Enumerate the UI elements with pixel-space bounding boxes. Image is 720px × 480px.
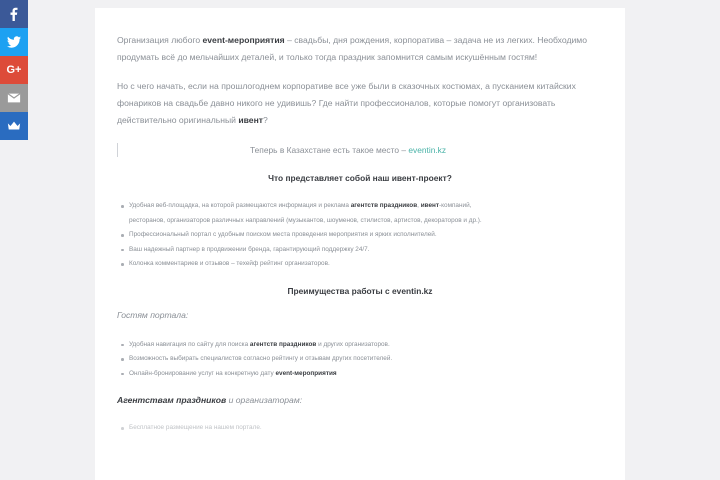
guest-benefits-list [117, 338, 603, 382]
social-share-bar [0, 0, 28, 140]
bold-term: ивент [420, 202, 440, 209]
google-plus-icon: G+ [6, 64, 22, 76]
facebook-icon [7, 7, 21, 21]
quote-text [250, 143, 446, 157]
list-item [129, 199, 603, 228]
bold-term: агентств праздников [350, 202, 418, 209]
eventin-link[interactable]: eventin.kz [408, 145, 447, 155]
list-item: Бесплатное размещение на нашем портале. [129, 421, 603, 436]
section-heading-what: Что представляет собой наш ивент-проект? [268, 173, 452, 183]
section-heading-advantages: Преимущества работы с eventin.kz [287, 285, 433, 296]
list-item [129, 338, 603, 353]
text: – свадьбы, дня рождения, корпоратива – задача не из легких. Необходимо продумать всё до мельчайших деталей, и только тогда праздник запомнится самым искушённым гостям! [117, 35, 587, 62]
guests-label: Гостям портала: [117, 309, 189, 320]
bold-term: event-мероприятия [275, 369, 337, 377]
facebook-share-button[interactable] [0, 0, 28, 28]
text: -компаний, [439, 202, 472, 209]
bold-term: агентств праздников [249, 340, 317, 348]
text: ресторанов, организаторов различных направлений (музыкантов, шоуменов, стилистов, артистов, декораторов и др.). [129, 216, 482, 224]
question-paragraph [117, 78, 603, 129]
agency-label [117, 395, 603, 405]
list-item [129, 352, 603, 367]
vk-share-button[interactable] [0, 112, 28, 140]
text: Удобная навигация по сайту для поиска [129, 340, 250, 348]
list-item: Колонка комментариев и отзывов – техейф рейтинг организаторов. [129, 257, 603, 272]
text: ? [263, 115, 268, 125]
bold-term: ивент [238, 115, 263, 125]
blockquote [117, 143, 603, 157]
article-card [95, 8, 625, 480]
bold-term: Агентствам праздников [117, 395, 227, 405]
crown-icon [7, 119, 21, 133]
text: Возможность выбирать специалистов согласно рейтингу и отзывам других посетителей. [129, 355, 393, 362]
text: Организация любого [117, 35, 203, 45]
google-plus-share-button[interactable] [0, 56, 28, 84]
list-item: Ваш надежный партнер в продвижении бренда, гарантирующий поддержку 24/7. [129, 243, 603, 258]
text: Онлайн-бронирование услуг на конкретную дату [129, 369, 276, 377]
list-item: Профессиональный портал с удобным поиском места проведения мероприятия и ярких исполнителей. [129, 228, 603, 243]
text: Удобная веб-площадка, на которой размещаются информация и реклама [129, 202, 351, 209]
text: , [417, 202, 421, 209]
agency-benefits-list [117, 421, 603, 436]
text: и организаторам: [226, 395, 303, 405]
envelope-icon [7, 91, 21, 105]
email-share-button[interactable] [0, 84, 28, 112]
text: и других организаторов. [316, 340, 390, 348]
intro-paragraph [117, 32, 603, 66]
twitter-icon [7, 35, 21, 49]
quote-body: Теперь в Казахстане есть такое место – [250, 145, 409, 155]
text: Но с чего начать, если на прошлогоднем корпоративе все уже были в сказочных костюмах, а пусканием китайских фонариков на свадьбе давно никого не удивишь? Где найти профессионалов, которые помогут организовать действительно оригинальный [117, 81, 576, 125]
features-list [117, 199, 603, 272]
bold-term: event-мероприятия [202, 35, 285, 45]
list-item [129, 367, 603, 382]
twitter-share-button[interactable] [0, 28, 28, 56]
